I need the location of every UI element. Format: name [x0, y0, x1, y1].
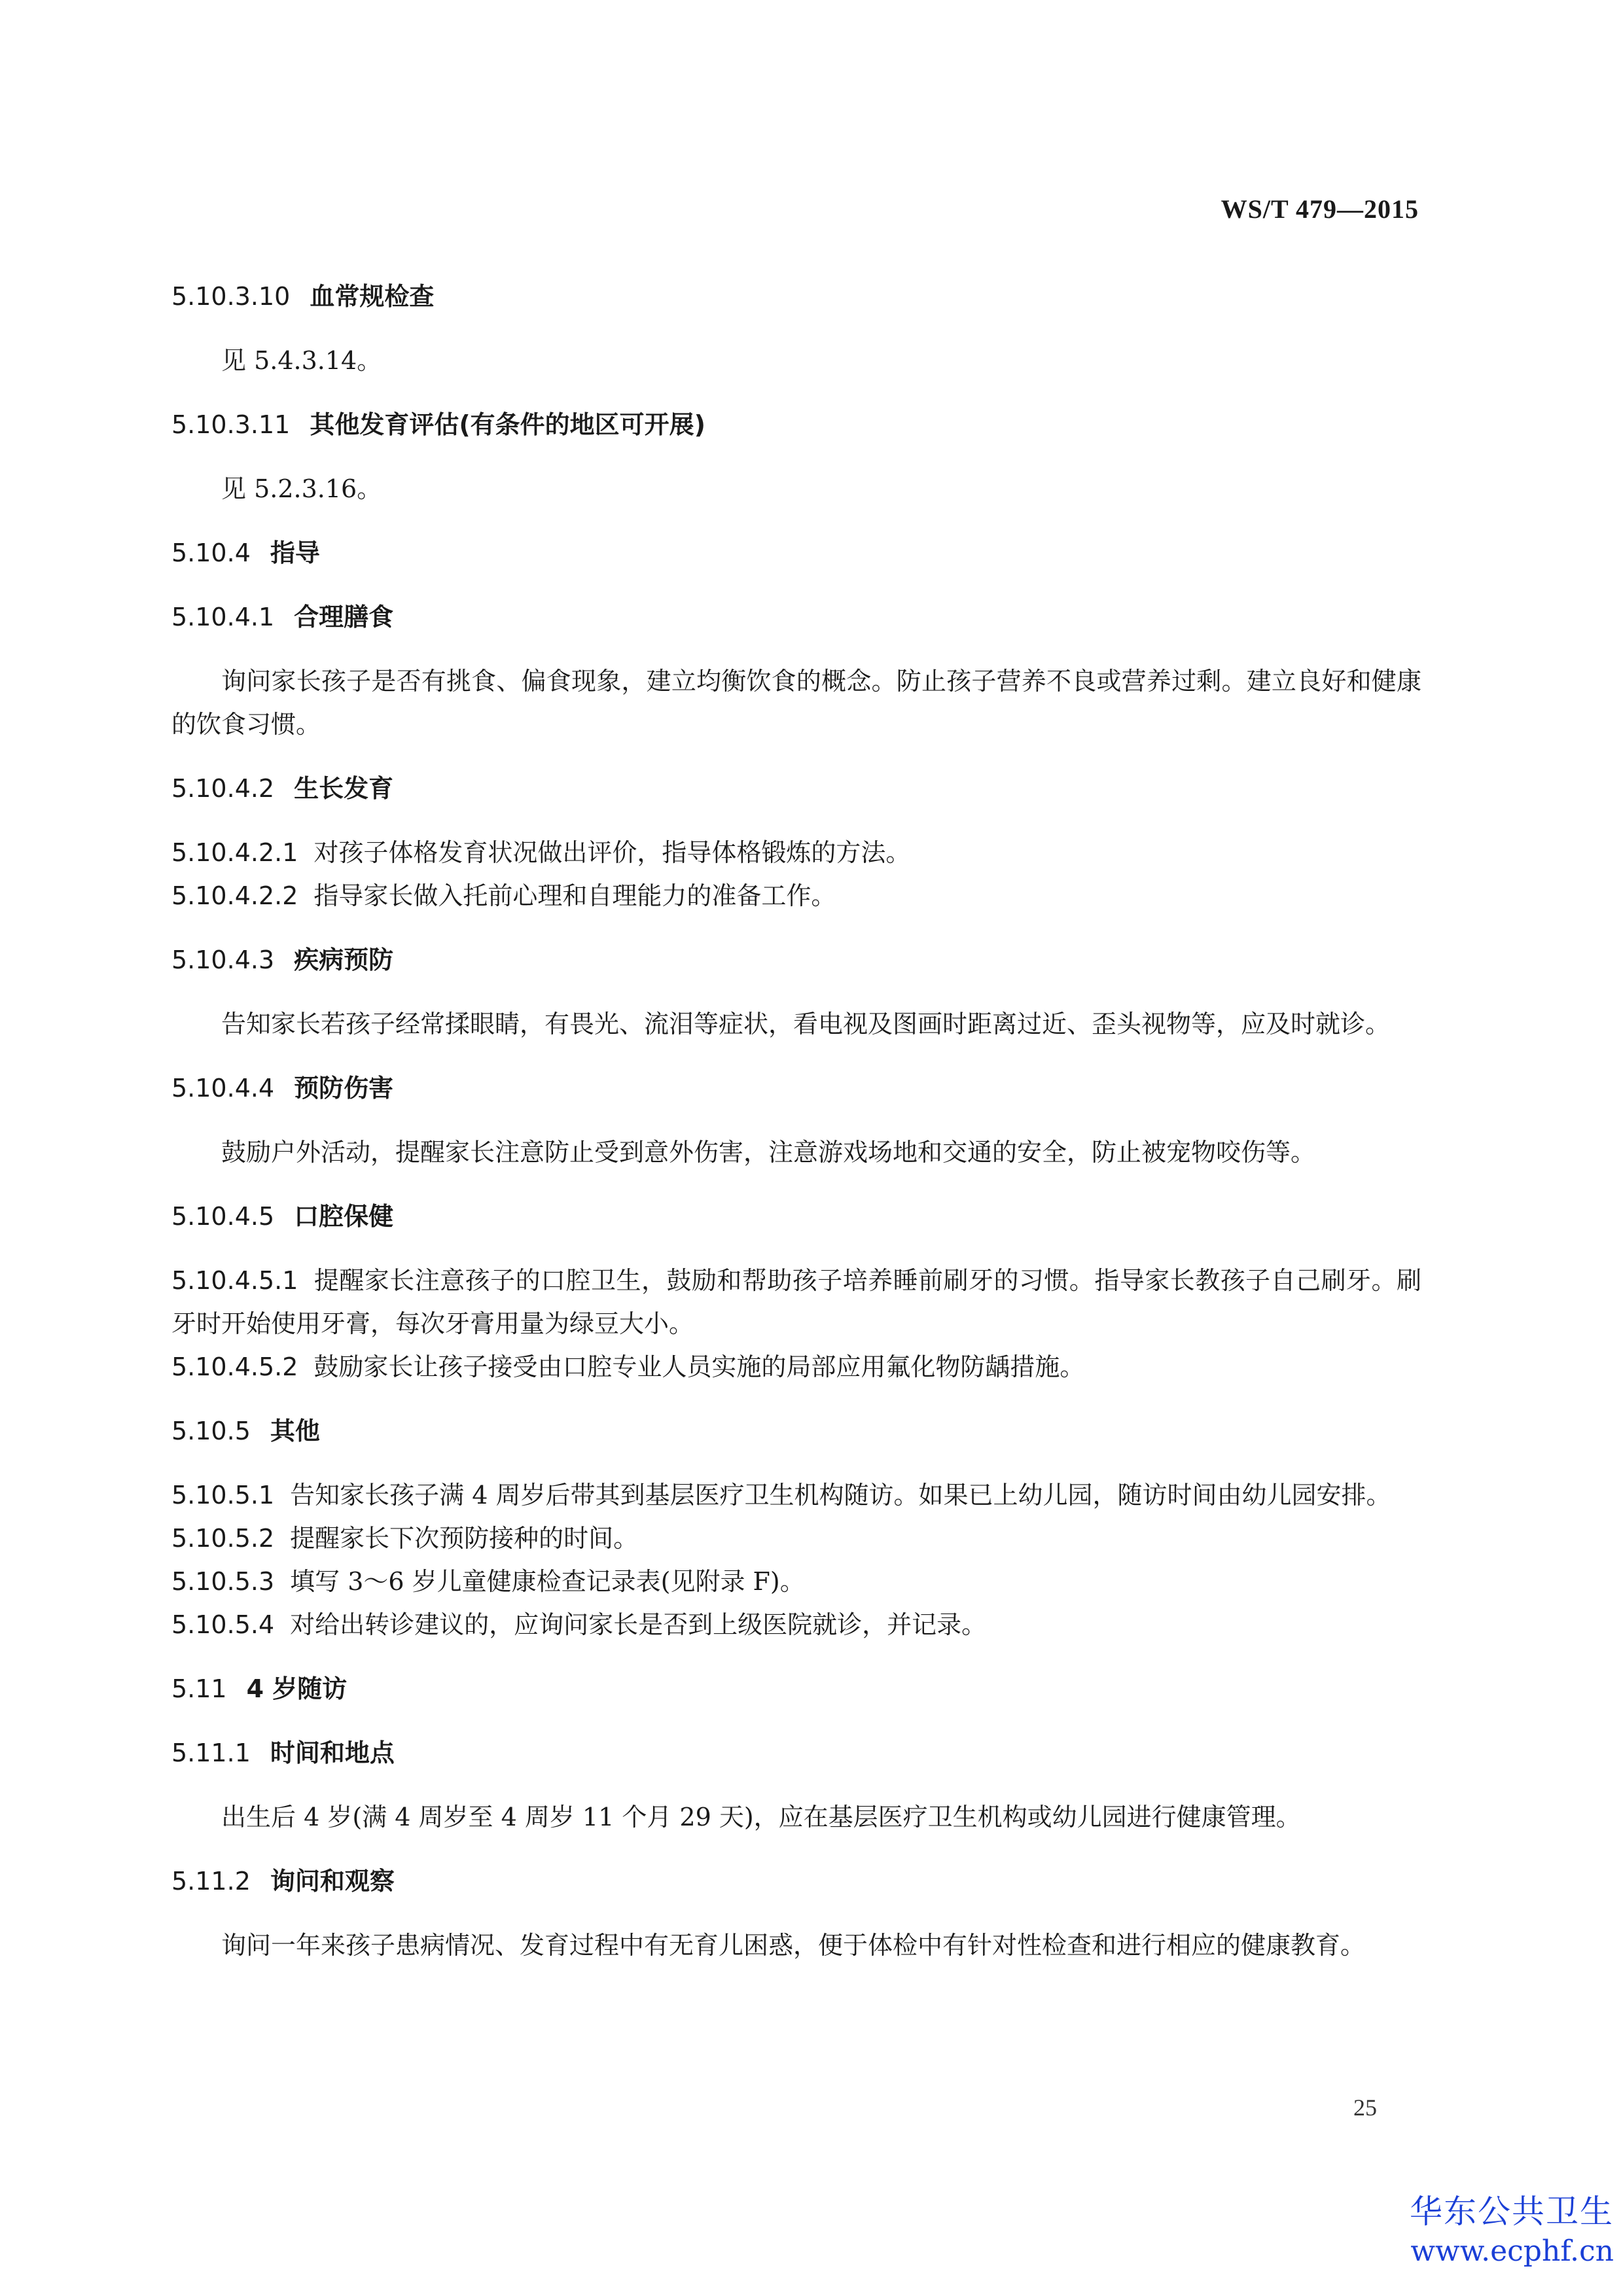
section-title: 指导: [270, 539, 320, 567]
section-number: 5.10.3.10: [171, 282, 291, 311]
clause-text: 填写 3～6 岁儿童健康检查记录表(见附录 F)。: [290, 1567, 805, 1596]
section-title: 时间和地点: [270, 1739, 395, 1767]
section-title: 4 岁随访: [246, 1674, 348, 1703]
clause-number: 5.10.5.3: [171, 1567, 275, 1596]
numbered-clause: [171, 831, 1421, 874]
document-body: [171, 275, 1421, 1988]
section-heading: [171, 1731, 1421, 1775]
clause-text: 指导家长做入托前心理和自理能力的准备工作。: [313, 881, 836, 910]
numbered-clause: [171, 1517, 1421, 1560]
section-title: 其他: [270, 1417, 320, 1445]
clause-number: 5.10.4.5.1: [171, 1266, 298, 1295]
clause-number: 5.10.5.1: [171, 1481, 275, 1510]
section-number: 5.10.4.1: [171, 603, 275, 631]
section-number: 5.10.4: [171, 539, 251, 567]
section-heading: [171, 595, 1421, 639]
body-paragraph: 见 5.4.3.14。: [221, 346, 382, 375]
watermark-url: www.ecphf.cn: [1410, 2234, 1614, 2268]
section-title: 口腔保健: [294, 1202, 394, 1231]
numbered-clause: [171, 1474, 1421, 1517]
body-paragraph: 鼓励户外活动，提醒家长注意防止受到意外伤害，注意游戏场地和交通的安全，防止被宠物咬伤等。: [221, 1138, 1316, 1167]
numbered-clause: [171, 1560, 1421, 1603]
site-watermark: [1410, 2191, 1614, 2270]
section-title: 生长发育: [294, 774, 394, 803]
body-paragraph: 询问一年来孩子患病情况、发育过程中有无育儿困惑，便于体检中有针对性检查和进行相应的健康教育。: [221, 1931, 1366, 1960]
section-number: 5.10.4.5: [171, 1202, 275, 1231]
clause-number: 5.10.4.5.2: [171, 1352, 298, 1381]
section-heading: [171, 1195, 1421, 1238]
standard-code: WS/T 479—2015: [1221, 194, 1419, 224]
section-number: 5.10.3.11: [171, 410, 291, 439]
clause-number: 5.10.4.2.2: [171, 881, 298, 910]
section-number: 5.11.1: [171, 1739, 251, 1767]
section-number: 5.10.4.4: [171, 1074, 275, 1103]
section-heading: [171, 938, 1421, 981]
watermark-name: 华东公共卫生: [1410, 2193, 1614, 2231]
body-paragraph: 出生后 4 岁(满 4 周岁至 4 周岁 11 个月 29 天)，应在基层医疗卫生机构或幼儿园进行健康管理。: [221, 1803, 1301, 1831]
section-heading: [171, 1860, 1421, 1903]
section-heading: [171, 1667, 1421, 1710]
section-number: 5.11: [171, 1674, 227, 1703]
section-heading: [171, 1067, 1421, 1110]
section-number: 5.10.5: [171, 1417, 251, 1445]
section-heading: [171, 403, 1421, 446]
section-title: 询问和观察: [270, 1867, 395, 1896]
numbered-clause: [171, 1603, 1421, 1646]
section-heading: [171, 531, 1421, 574]
section-number: 5.11.2: [171, 1867, 251, 1896]
section-number: 5.10.4.2: [171, 774, 275, 803]
body-paragraph: 见 5.2.3.16。: [221, 474, 382, 503]
body-paragraph: 告知家长若孩子经常揉眼睛，有畏光、流泪等症状，看电视及图画时距离过近、歪头视物等，应及时就诊。: [221, 1010, 1391, 1038]
clause-text: 提醒家长下次预防接种的时间。: [290, 1524, 639, 1553]
section-title: 疾病预防: [294, 945, 394, 974]
section-heading: [171, 767, 1421, 810]
clause-number: 5.10.5.4: [171, 1610, 275, 1639]
clause-text: 对给出转诊建议的，应询问家长是否到上级医院就诊，并记录。: [290, 1610, 987, 1639]
clause-text: 提醒家长注意孩子的口腔卫生，鼓励和帮助孩子培养睡前刷牙的习惯。指导家长教孩子自己刷牙。刷牙时开始使用牙膏，每次牙膏用量为绿豆大小。: [171, 1266, 1421, 1338]
body-paragraph: 询问家长孩子是否有挑食、偏食现象，建立均衡饮食的概念。防止孩子营养不良或营养过剩。建立良好和健康的饮食习惯。: [171, 667, 1421, 739]
page-number: 25: [1353, 2094, 1377, 2121]
section-number: 5.10.4.3: [171, 945, 275, 974]
section-title: 合理膳食: [294, 603, 394, 631]
section-heading: [171, 275, 1421, 318]
clause-text: 告知家长孩子满 4 周岁后带其到基层医疗卫生机构随访。如果已上幼儿园，随访时间由幼儿园安排。: [290, 1481, 1391, 1510]
section-title: 预防伤害: [294, 1074, 394, 1103]
section-title: 其他发育评估(有条件的地区可开展): [310, 410, 706, 439]
clause-text: 对孩子体格发育状况做出评价，指导体格锻炼的方法。: [313, 838, 911, 867]
section-title: 血常规检查: [310, 282, 435, 311]
section-heading: [171, 1409, 1421, 1453]
clause-number: 5.10.5.2: [171, 1524, 275, 1553]
numbered-clause: [171, 874, 1421, 917]
numbered-clause: [171, 1345, 1421, 1388]
clause-text: 鼓励家长让孩子接受由口腔专业人员实施的局部应用氟化物防龋措施。: [313, 1352, 1085, 1381]
numbered-clause: [171, 1259, 1421, 1345]
clause-number: 5.10.4.2.1: [171, 838, 298, 867]
